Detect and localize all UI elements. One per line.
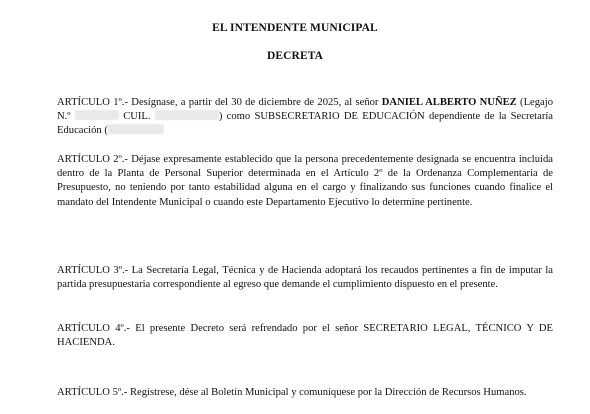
article-1-text-before-name: Desígnase, a partir del 30 de diciembre de 2025, al señor (131, 97, 379, 108)
article-3-text: La Secretaría Legal, Técnica y de Hacienda adoptará los recaudos pertinentes a fin de imputar la partida presupuestaria correspondiente al egreso que demande el cumplimiento dispuesto en el presente. (57, 265, 553, 291)
legajo-label: (Legajo N.º (57, 97, 553, 123)
article-5-label: ARTÍCULO 5º.- (57, 387, 128, 398)
article-1-label: ARTÍCULO 1º.- (57, 97, 128, 108)
article-1-text-after-cuil: ) como SUBSECRETARIO DE EDUCACIÓN dependiente de la Secretaría Educación ( (57, 111, 553, 137)
article-1 (57, 96, 553, 139)
article-2-label: ARTÍCULO 2º.- (57, 154, 128, 165)
decree-subtitle: DECRETA (266, 50, 324, 62)
decree-title: EL INTENDENTE MUNICIPAL (212, 22, 378, 34)
article-3-label: ARTÍCULO 3º.- (57, 265, 129, 276)
article-5-text: Regístrese, dése al Boletín Municipal y comuníquese por la Dirección de Recursos Humanos. (129, 387, 527, 398)
redacted-cuil-number (155, 110, 219, 120)
article-4-label: ARTÍCULO 4º.- (57, 323, 130, 334)
article-5 (57, 386, 553, 400)
article-2 (57, 153, 553, 210)
article-4-text: El presente Decreto será refrendado por el señor SECRETARIO LEGAL, TÉCNICO Y DE HACIENDA. (57, 323, 553, 349)
designee-name: DANIEL ALBERTO NUÑEZ (381, 97, 517, 108)
cuil-label: CUIL. (123, 111, 151, 123)
article-2-text: Déjase expresamente establecido que la persona precedentemente designada se encuentra incluida dentro de la Planta de Personal Superior determinada en el Artículo 2º de la Ordenanza Complementaria de Presupuesto, no teniendo por tanto estabilidad alguna en el cargo y finalizando sus funciones cuando finalice el mandato del Intendente Municipal o cuando este Departamento Ejecutivo lo determine pertinente. (57, 154, 553, 208)
article-3 (57, 264, 553, 292)
redacted-secretaria-detail (108, 124, 164, 134)
redacted-legajo-number (75, 110, 119, 120)
article-4 (57, 322, 553, 350)
